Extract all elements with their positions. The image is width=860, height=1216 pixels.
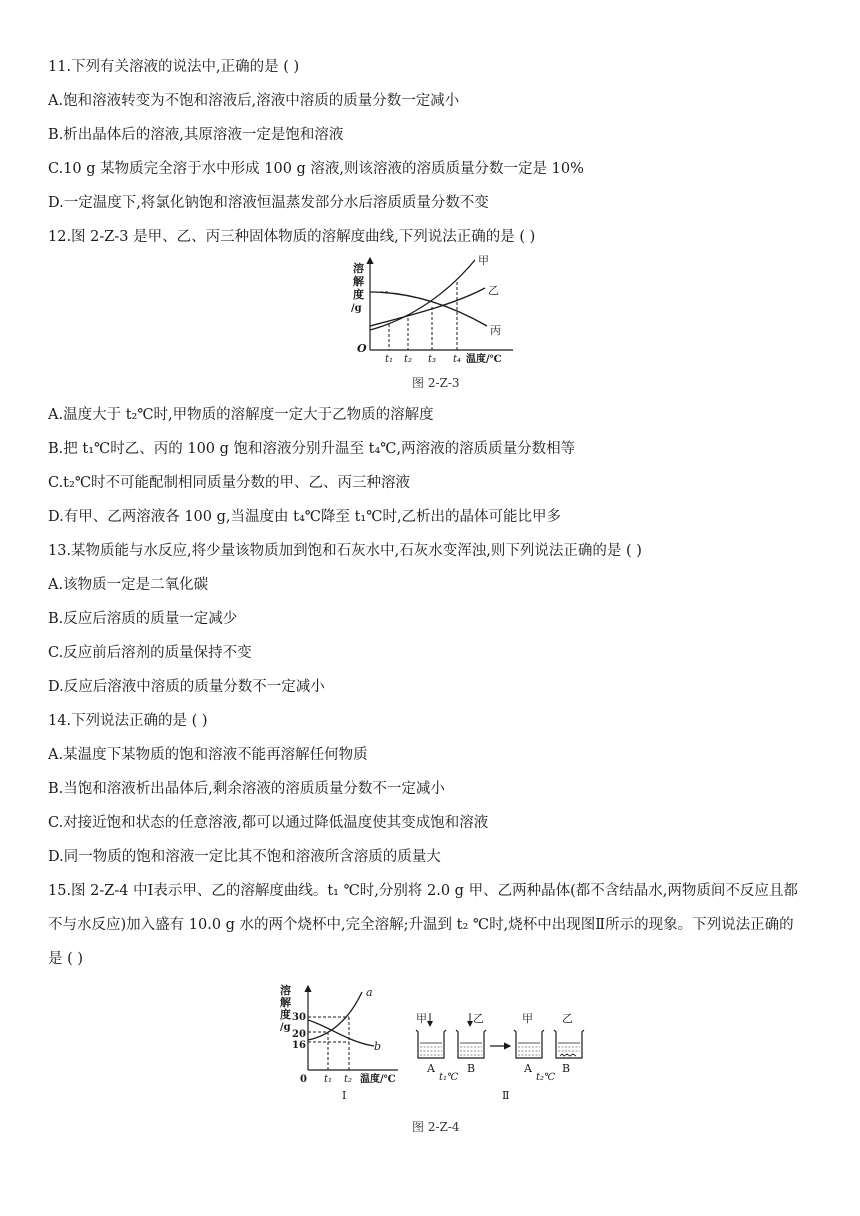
question-15-stem-line-3: 是 ( ): [48, 951, 84, 967]
question-13-option-b: B.反应后溶质的质量一定减少: [48, 611, 238, 627]
fig1-tick-t1: t₁: [385, 354, 394, 364]
curve-a: [308, 992, 362, 1040]
fig1-ylabel-3: 度: [353, 288, 364, 301]
question-14-option-c: C.对接近饱和状态的任意溶液,都可以通过降低温度使其变成饱和溶液: [48, 815, 489, 831]
fig2-curve-label-a: a: [366, 986, 373, 999]
curve-yi: [370, 288, 485, 326]
question-14-option-d: D.同一物质的饱和溶液一定比其不饱和溶液所含溶质的质量大: [48, 849, 441, 865]
question-12-option-d: D.有甲、乙两溶液各 100 g,当温度由 t₄℃降至 t₁℃时,乙析出的晶体可能比甲多: [48, 509, 562, 525]
fig1-tick-t2: t₂: [404, 354, 413, 364]
question-11-option-a: A.饱和溶液转变为不饱和溶液后,溶液中溶质的质量分数一定减小: [48, 93, 460, 109]
question-13-option-a: A.该物质一定是二氧化碳: [48, 577, 209, 593]
fig1-curve-label-jia: 甲: [478, 254, 489, 267]
fig1-tick-t3: t₃: [428, 354, 437, 364]
fig2-beaker-label-yi-left: 乙: [473, 1012, 484, 1025]
question-11-option-c: C.10 g 某物质完全溶于水中形成 100 g 溶液,则该溶液的溶质质量分数一定是 10%: [48, 161, 584, 177]
fig2-xlabel: 温度/℃: [360, 1074, 396, 1085]
fig1-origin: O: [357, 342, 367, 355]
curve-jia: [370, 260, 475, 330]
beaker-a-right: [514, 1030, 544, 1058]
question-12-option-a: A.温度大于 t₂℃时,甲物质的溶解度一定大于乙物质的溶解度: [48, 407, 434, 423]
fig2-panel-2-label: Ⅱ: [502, 1089, 510, 1102]
question-13-option-d: D.反应后溶液中溶质的质量分数不一定减小: [48, 679, 325, 695]
fig2-xtick-t1: t₁: [324, 1074, 333, 1085]
fig2-panel-1-label: Ⅰ: [342, 1089, 347, 1102]
fig2-ytick-16: 16: [292, 1040, 306, 1051]
fig2-ytick-30: 30: [292, 1012, 306, 1023]
solubility-figure-2-z-4-panel-1: [278, 982, 408, 1104]
fig2-ylabel-3: 度: [280, 1008, 291, 1021]
question-12-option-b: B.把 t₁℃时乙、丙的 100 g 饱和溶液分别升温至 t₄℃,两溶液的溶质质量分数相等: [48, 441, 576, 457]
fig2-beaker-label-jia-left: 甲: [416, 1012, 427, 1025]
fig1-ylabel-4: /g: [351, 303, 362, 314]
fig2-beaker-letter-a-left: A: [427, 1062, 435, 1075]
fig1-ylabel-2: 解: [353, 275, 364, 288]
question-13-stem: 13.某物质能与水反应,将少量该物质加到饱和石灰水中,石灰水变浑浊,则下列说法正确的是 ( ): [48, 543, 642, 559]
question-11-stem: 11.下列有关溶液的说法中,正确的是 ( ): [48, 59, 300, 75]
fig1-xlabel: 温度/℃: [466, 354, 502, 364]
fig2-ytick-20: 20: [292, 1029, 306, 1040]
fig2-ylabel-1: 溶: [280, 984, 291, 997]
question-11-option-b: B.析出晶体后的溶液,其原溶液一定是饱和溶液: [48, 127, 344, 143]
fig1-ylabel-1: 溶: [353, 262, 364, 275]
beaker-figure-2-z-4-panel-2: [410, 1008, 590, 1104]
fig2-ylabel-4: /g: [280, 1022, 291, 1033]
fig2-beaker-letter-a-right: A: [524, 1062, 532, 1075]
question-15-stem-line-2: 不与水反应)加入盛有 10.0 g 水的两个烧杯中,完全溶解;升温到 t₂ ℃时,烧杯中出现图Ⅱ所示的现象。下列说法正确的: [48, 917, 794, 933]
fig2-xtick-t2: t₂: [344, 1074, 353, 1085]
curve-b: [308, 1020, 374, 1046]
fig2-curve-label-b: b: [374, 1040, 382, 1053]
question-12-stem: 12.图 2-Z-3 是甲、乙、丙三种固体物质的溶解度曲线,下列说法正确的是 ( ): [48, 229, 536, 245]
figure-caption-2-z-4: 图 2-Z-4: [412, 1120, 460, 1134]
fig2-beaker-label-yi-right: 乙: [562, 1012, 573, 1025]
fig2-beaker-letter-b-right: B: [562, 1062, 571, 1075]
fig2-temp-t2: t₂℃: [536, 1072, 556, 1083]
beaker-b-left: [456, 1030, 486, 1058]
question-14-stem: 14.下列说法正确的是 ( ): [48, 713, 208, 729]
fig2-ylabel-2: 解: [280, 996, 291, 1009]
beaker-b-right: [554, 1030, 584, 1058]
fig1-curve-label-bing: 丙: [490, 324, 501, 337]
question-13-option-c: C.反应前后溶剂的质量保持不变: [48, 645, 252, 661]
figure-caption-2-z-3: 图 2-Z-3: [412, 376, 460, 390]
question-14-option-a: A.某温度下某物质的饱和溶液不能再溶解任何物质: [48, 747, 368, 763]
question-15-stem-line-1: 15.图 2-Z-4 中Ⅰ表示甲、乙的溶解度曲线。t₁ ℃时,分别将 2.0 g 甲、乙两种晶体(都不含结晶水,两物质间不反应且都: [48, 883, 798, 899]
fig2-temp-t1: t₁℃: [439, 1072, 459, 1083]
fig2-beaker-letter-b-left: B: [467, 1062, 476, 1075]
question-11-option-d: D.一定温度下,将氯化钠饱和溶液恒温蒸发部分水后溶质质量分数不变: [48, 195, 489, 211]
question-12-option-c: C.t₂℃时不可能配制相同质量分数的甲、乙、丙三种溶液: [48, 475, 411, 491]
fig2-beaker-label-jia-right: 甲: [522, 1012, 533, 1025]
solubility-figure-2-z-3: [345, 252, 515, 364]
fig1-curve-label-yi: 乙: [488, 284, 499, 297]
question-14-option-b: B.当饱和溶液析出晶体后,剩余溶液的溶质质量分数不一定减小: [48, 781, 445, 797]
fig2-origin: 0: [300, 1074, 307, 1085]
beaker-a-left: [416, 1030, 446, 1058]
fig1-tick-t4: t₄: [453, 354, 462, 364]
